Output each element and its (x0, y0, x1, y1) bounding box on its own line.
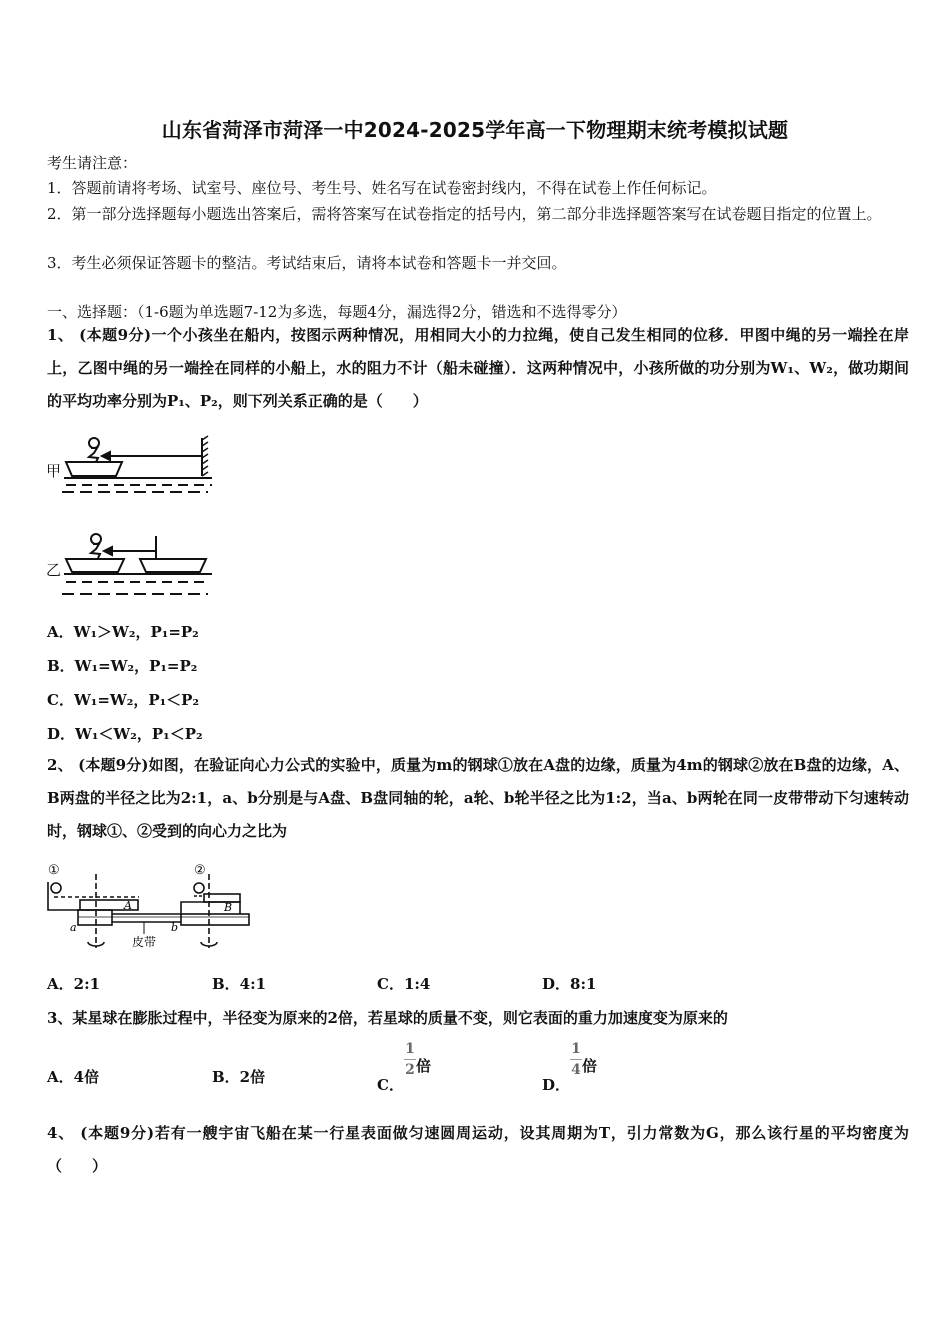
notice-item: 1．答题前请将考场、试室号、座位号、考生号、姓名写在试卷密封线内，不得在试卷上作任何标记。 (47, 179, 717, 197)
notice-item: 3．考生必须保证答题卡的整洁。考试结束后，请将本试卷和答题卡一并交回。 (47, 254, 567, 272)
q1-option-d: D．W₁＜W₂，P₁＜P₂ (47, 725, 203, 743)
q3-option-a: A．4倍 (47, 1068, 100, 1086)
belt-label: 皮带 (132, 935, 157, 949)
q1-option-b: B．W₁=W₂，P₁=P₂ (47, 657, 198, 675)
numerator: 1 (405, 1041, 415, 1057)
boat-diagram-yi (62, 534, 212, 594)
q2-option-d: D．8:1 (542, 975, 597, 993)
q1-option-a: A．W₁＞W₂，P₁=P₂ (47, 623, 199, 641)
page-title: 山东省菏泽市菏泽一中2024-2025学年高一下物理期末统考模拟试题 (161, 118, 789, 142)
question-2-text: 2、 (本题9分)如图，在验证向心力公式的实验中，质量为m的钢球①放在A盘的边缘，质量为4m的钢球②放在B盘的边缘，A、B两盘的半径之比为2:1，a、b分别是与A盘、B盘同轴的轮，a轮、b轮半径之比为1:2，当a、b两轮在同一皮带带动下匀速转动时，钢球①、②受到的向心力之比为 (47, 756, 909, 840)
q3-option-c (377, 1040, 431, 1094)
option-label: C． (377, 1075, 404, 1094)
ball-1-label: ① (48, 863, 60, 878)
disk-b-label: B (224, 901, 233, 914)
q2-option-b: B．4:1 (212, 975, 267, 993)
question-3-text: 3、某星球在膨胀过程中，半径变为原来的2倍，若星球的质量不变，则它表面的重力加速度变为原来的 (47, 1009, 728, 1027)
option-suffix: 倍 (415, 1056, 431, 1075)
fraction (404, 1040, 416, 1079)
wheel-a-label: a (70, 921, 77, 934)
wheel-b-label: b (171, 921, 179, 934)
denominator: 2 (405, 1062, 415, 1078)
figure-label-yi: 乙 (46, 561, 62, 579)
q2-option-a: A．2:1 (47, 975, 101, 993)
numerator: 1 (571, 1041, 581, 1057)
option-label: D． (542, 1075, 571, 1094)
boat-figure (44, 432, 224, 607)
q3-option-d (542, 1040, 598, 1094)
q2-option-c: C．1:4 (377, 975, 431, 993)
notice-heading: 考生请注意： (47, 154, 138, 172)
centripetal-figure (44, 858, 254, 956)
option-suffix: 倍 (582, 1056, 598, 1075)
section-heading: 一、选择题：（1-6题为单选题7-12为多选，每题4分，漏选得2分，错选和不选得零分） (47, 303, 627, 321)
ball-2-label: ② (194, 863, 206, 878)
figure-label-jia: 甲 (46, 462, 62, 480)
fraction (570, 1040, 582, 1079)
boat-diagram-jia (62, 436, 212, 492)
q3-option-b: B．2倍 (212, 1068, 266, 1086)
notice-item: 2．第一部分选择题每小题选出答案后，需将答案写在试卷指定的括号内，第二部分非选择题答案写在试卷题目指定的位置上。 (47, 205, 882, 223)
q1-option-c: C．W₁=W₂，P₁＜P₂ (47, 691, 200, 709)
denominator: 4 (571, 1062, 581, 1078)
question-4-text: 4、 (本题9分)若有一艘宇宙飞船在某一行星表面做匀速圆周运动，设其周期为T，引力常数为G，那么该行星的平均密度为（ ） (47, 1124, 909, 1175)
question-1-text: 1、 (本题9分)一个小孩坐在船内，按图示两种情况，用相同大小的力拉绳，使自己发生相同的位移．甲图中绳的另一端拴在岸上，乙图中绳的另一端拴在同样的小船上，水的阻力不计（船未碰撞）．这两种情况中，小孩所做的功分别为W₁、W₂，做功期间的平均功率分别为P₁、P₂，则下列关系正确的是（ ） (47, 326, 909, 410)
disk-a-label: A (124, 899, 132, 912)
